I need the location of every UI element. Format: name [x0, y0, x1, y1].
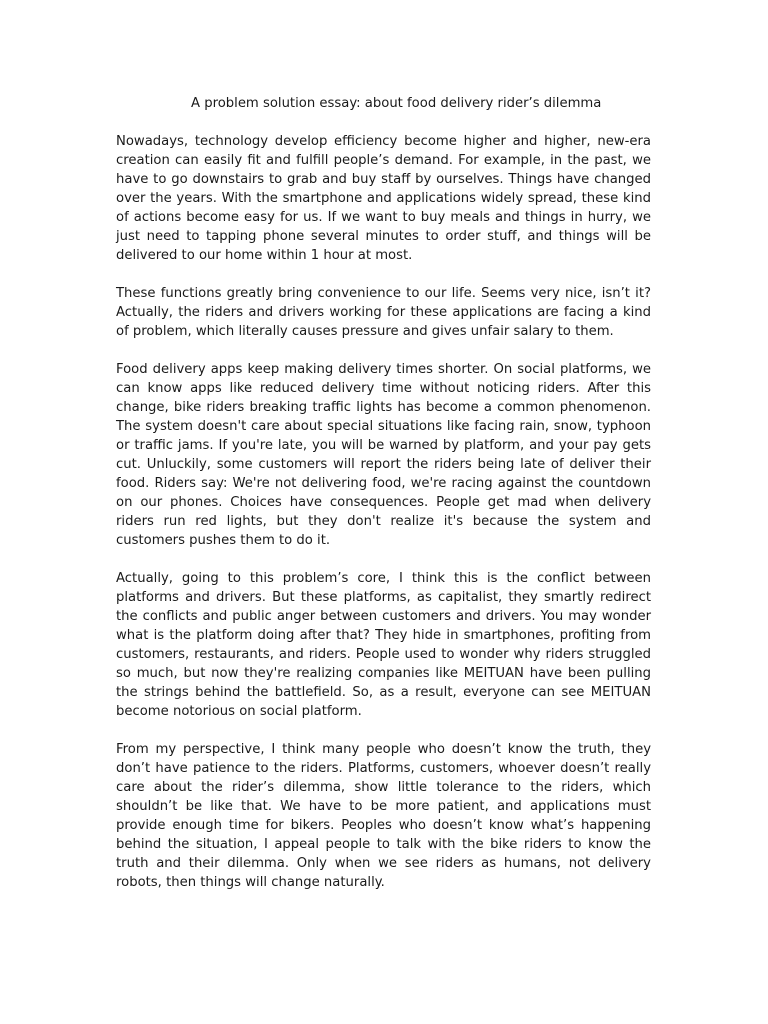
paragraph-introduction: Nowadays, technology develop efficiency become higher and higher, new-era creation can easily fit and fulfill people’s demand. For example, in the past, we have to go downstairs to grab and buy staff by ourselves. Things have changed over the years. With the smartphone and applications widely spread, these kind of actions become easy for us. If we want to buy meals and things in hurry, we just need to tapping phone several minutes to order stuff, and things will be delivered to our home within 1 hour at most. [116, 134, 651, 263]
paragraph-delivery-times: Food delivery apps keep making delivery times shorter. On social platforms, we can know apps like reduced delivery time without noticing riders. After this change, bike riders breaking traffic lights has become a common phenomenon. The system doesn't care about special situations like facing rain, snow, typhoon or traffic jams. If you're late, you will be warned by platform, and your pay gets cut. Unluckily, some customers will report the riders being late of deliver their food. Riders say: We're not delivering food, we're racing against the countdown on our phones. Choices have consequences. People get mad when delivery riders run red lights, but they don't realize it's because the system and customers pushes them to do it. [116, 362, 651, 548]
essay-body [116, 94, 651, 911]
paragraph-solution: From my perspective, I think many people who doesn’t know the truth, they don’t have patience to the riders. Platforms, customers, whoever doesn’t really care about the rider’s dilemma, show little tolerance to the riders, which shouldn’t be like that. We have to be more patient, and applications must provide enough time for bikers. Peoples who doesn’t know what’s happening behind the situation, I appeal people to talk with the bike riders to know the truth and their dilemma. Only when we see riders as humans, not delivery robots, then things will change naturally. [116, 742, 651, 890]
paragraph-problem: These functions greatly bring convenience to our life. Seems very nice, isn’t it? Actually, the riders and drivers working for these applications are facing a kind of problem, which literally causes pressure and gives unfair salary to them. [116, 286, 651, 339]
essay-title: A problem solution essay: about food delivery rider’s dilemma [191, 96, 602, 111]
paragraph-core-conflict: Actually, going to this problem’s core, I think this is the conflict between platforms and drivers. But these platforms, as capitalist, they smartly redirect the conflicts and public anger between customers and drivers. You may wonder what is the platform doing after that? They hide in smartphones, profiting from customers, restaurants, and riders. People used to wonder why riders struggled so much, but now they're realizing companies like MEITUAN have been pulling the strings behind the battlefield. So, as a result, everyone can see MEITUAN become notorious on social platform. [116, 571, 651, 719]
